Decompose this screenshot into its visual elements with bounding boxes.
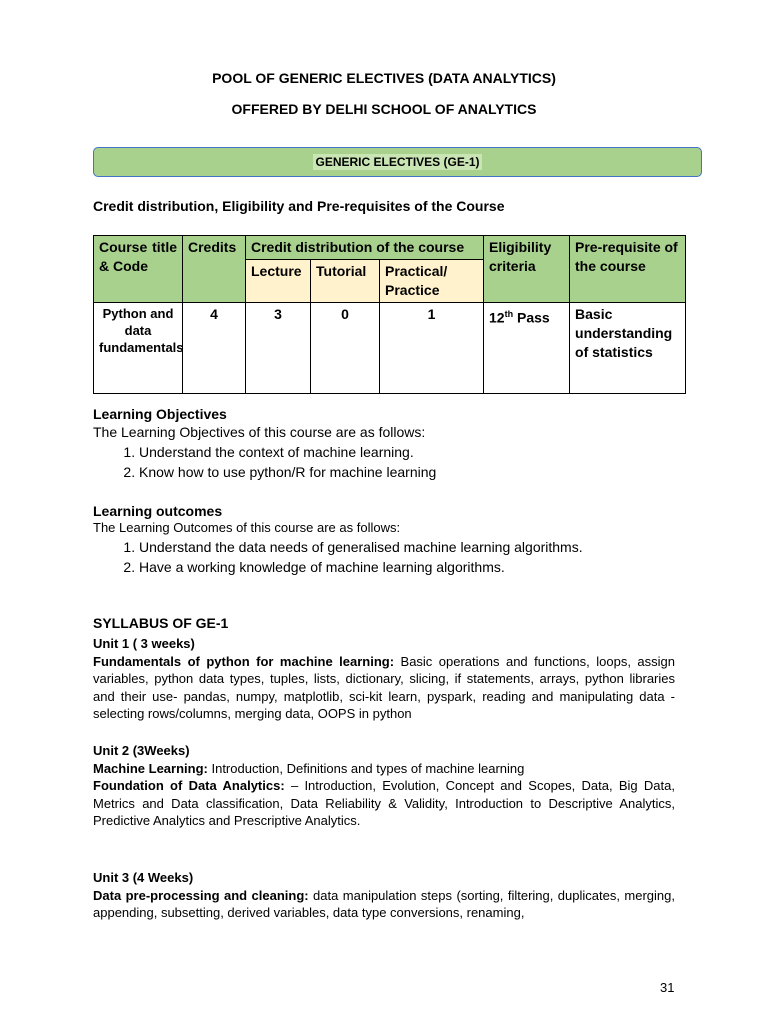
unit3-title: Unit 3 (4 Weeks) bbox=[93, 870, 194, 885]
unit1-text: Basic operations and functions, loops, assign variables, python data types, tuples, lists, dictionary, slicing, if statements, arrays, python libraries and their use- pandas, numpy, matplotlib, sci-kit learn, pyspark, reading and manipulating data -selecting rows/columns, merging data, OOPS in python bbox=[93, 653, 675, 721]
list-item: 1. Understand the data needs of generalised machine learning algorithms. bbox=[139, 537, 713, 557]
list-item: 2. Know how to use python/R for machine learning bbox=[139, 462, 693, 482]
learning-objectives-section bbox=[93, 406, 693, 482]
unit1-title: Unit 1 ( 3 weeks) bbox=[93, 636, 195, 651]
unit3-label: Data pre-processing and cleaning: bbox=[93, 887, 309, 903]
learning-outcomes-intro: The Learning Outcomes of this course are as follows: bbox=[93, 520, 401, 535]
unit3-section bbox=[93, 869, 675, 922]
page-number: 31 bbox=[660, 980, 675, 995]
table-row bbox=[94, 303, 686, 394]
cell-eligibility bbox=[484, 303, 570, 394]
col-eligibility: Eligibility criteria bbox=[484, 236, 570, 303]
ge-banner-label: GENERIC ELECTIVES (GE-1) bbox=[315, 155, 480, 169]
unit2-label-foundation: Foundation of Data Analytics: bbox=[93, 778, 285, 793]
syllabus-heading: SYLLABUS OF GE-1 bbox=[93, 615, 229, 631]
ge-banner bbox=[93, 147, 702, 177]
eligibility-text: Pass bbox=[513, 309, 550, 326]
eligibility-suffix: th bbox=[504, 309, 514, 319]
learning-outcomes-list bbox=[93, 537, 713, 577]
list-item: 2. Have a working knowledge of machine learning algorithms. bbox=[139, 557, 713, 577]
page-subtitle: OFFERED BY DELHI SCHOOL OF ANALYTICS bbox=[231, 101, 537, 117]
page-title: POOL OF GENERIC ELECTIVES (DATA ANALYTICS) bbox=[212, 70, 556, 86]
cell-practical: 1 bbox=[380, 303, 484, 394]
col-practical: Practical/ Practice bbox=[380, 260, 484, 303]
col-credits: Credits bbox=[183, 236, 246, 303]
col-prerequisite: Pre-requisite of the course bbox=[570, 236, 686, 303]
unit3-text: data manipulation steps (sorting, filtering, duplicates, merging, appending, subsetting, derived variables, data type conversions, renaming, bbox=[93, 887, 675, 920]
learning-outcomes-heading: Learning outcomes bbox=[93, 503, 223, 519]
cell-tutorial: 0 bbox=[311, 303, 380, 394]
learning-objectives-heading: Learning Objectives bbox=[93, 406, 227, 422]
list-item: 1. Understand the context of machine learning. bbox=[139, 442, 693, 462]
cell-course-name: Python and data fundamentals bbox=[94, 303, 183, 394]
credit-table bbox=[93, 235, 686, 394]
cell-credits: 4 bbox=[183, 303, 246, 394]
unit1-label: Fundamentals of python for machine learning: bbox=[93, 653, 395, 669]
col-lecture: Lecture bbox=[246, 260, 311, 303]
credit-heading: Credit distribution, Eligibility and Pre-requisites of the Course bbox=[93, 198, 505, 214]
unit2-text-ml: Introduction, Definitions and types of machine learning bbox=[207, 760, 525, 776]
learning-objectives-list bbox=[93, 442, 693, 482]
col-credit-distribution: Credit distribution of the course bbox=[246, 236, 484, 260]
learning-objectives-intro: The Learning Objectives of this course are as follows: bbox=[93, 424, 426, 440]
learning-outcomes-section bbox=[93, 503, 713, 577]
cell-lecture: 3 bbox=[246, 303, 311, 394]
unit2-section bbox=[93, 742, 675, 830]
col-course-title: Course title & Code bbox=[94, 236, 183, 303]
unit2-label-ml: Machine Learning: bbox=[93, 760, 208, 776]
unit1-section bbox=[93, 635, 675, 723]
unit2-title: Unit 2 (3Weeks) bbox=[93, 743, 190, 758]
cell-prerequisite: Basic understanding of statistics bbox=[570, 303, 686, 394]
unit2-text-foundation: – Introduction, Evolution, Concept and Scopes, Data, Big Data, Metrics and Data classification, Data Reliability & Validity, Introduction to Descriptive Analytics, Predictive Analytics and Prescriptive Analytics. bbox=[93, 778, 675, 828]
eligibility-number: 12 bbox=[489, 309, 505, 326]
col-tutorial: Tutorial bbox=[311, 260, 380, 303]
